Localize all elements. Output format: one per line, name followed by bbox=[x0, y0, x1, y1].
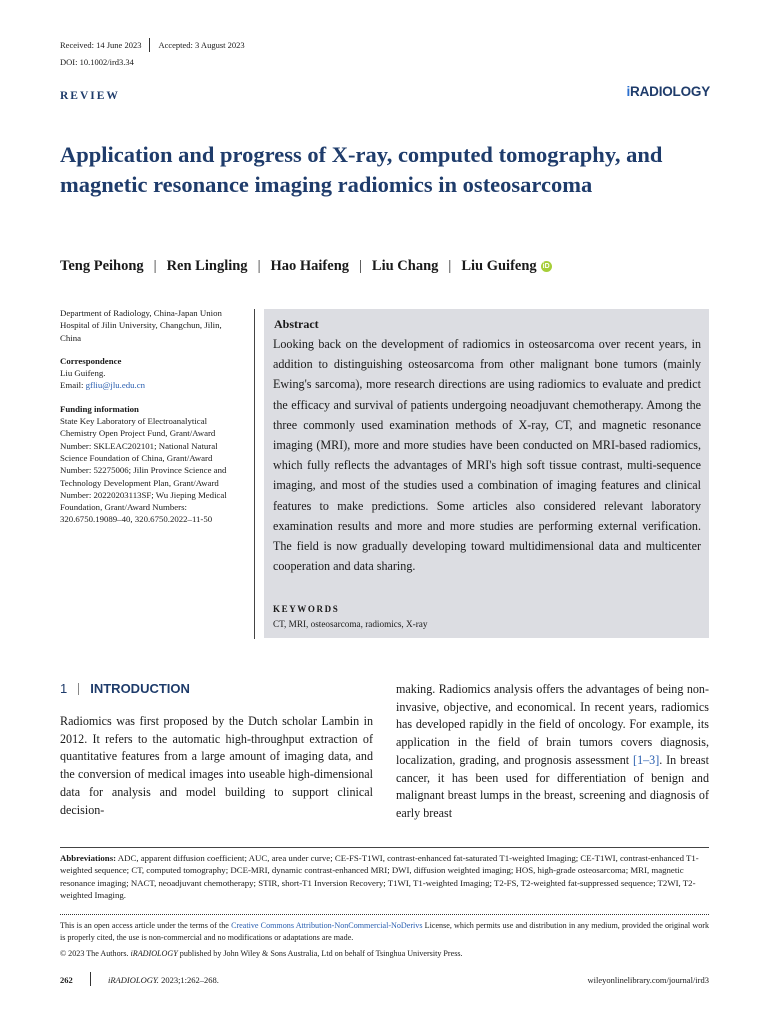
abbreviations-text: ADC, apparent diffusion coefficient; AUC, area under curve; CE-FS-T1WI, contrast-enhanced fat-saturated T1-weighted Imaging; CE-T1WI, contrast-enhanced T1-weighted sequence; CT, computed tomography; DCE-MRI, dynamic contrast-enhanced MRI; DWI, diffusion weighted imaging; HOS, high-grade osteosarcoma; MRI, magnetic resonance imaging; NACT, neoadjuvant chemotherapy; STIR, short-T1 Inversion Recovery; T1WI, T1-weighted Imaging; T2-FS, T2-weighted fat-suppressed sequence; T2WI, T2-weighted Imaging. bbox=[60, 853, 699, 900]
article-sidebar bbox=[60, 307, 242, 526]
copyright-prefix: © 2023 The Authors. bbox=[60, 949, 131, 958]
funding-heading: Funding information bbox=[60, 403, 139, 414]
accepted-date: Accepted: 3 August 2023 bbox=[158, 40, 245, 50]
section-divider bbox=[78, 683, 79, 695]
page-number: 262 bbox=[60, 975, 73, 985]
intro-paragraph-right bbox=[396, 681, 709, 823]
section-title: INTRODUCTION bbox=[90, 681, 190, 696]
orcid-icon[interactable]: iD bbox=[542, 263, 550, 270]
license-statement bbox=[60, 920, 709, 944]
correspondence-heading: Correspondence bbox=[60, 355, 122, 366]
journal-logo-i: i bbox=[626, 84, 631, 99]
email-label: Email: bbox=[60, 380, 84, 391]
author-separator: | bbox=[359, 258, 362, 274]
intro-text: making. Radiomics analysis offers the advantages of being non-invasive, objective, and economical. In recent years, radiomics has developed rapidly in the field of oncology. For example, its application in the field of brain tumors covers diagnosis, localization, grading, and prognosis assessment bbox=[396, 682, 709, 767]
abstract-heading: Abstract bbox=[274, 317, 319, 331]
correspondence-name: Liu Guifeng. bbox=[60, 368, 106, 379]
abbreviations bbox=[60, 852, 709, 901]
author-name[interactable]: Teng Peihong bbox=[60, 258, 144, 274]
author-name[interactable]: Liu Guifeng bbox=[461, 258, 537, 274]
section-number: 1 bbox=[60, 681, 68, 696]
keywords-text: CT, MRI, osteosarcoma, radiomics, X-ray bbox=[273, 619, 428, 629]
citation-link[interactable]: [1–3] bbox=[633, 752, 660, 767]
footer-volume: 2023;1:262–268. bbox=[158, 975, 219, 985]
intro-paragraph-left: Radiomics was first proposed by the Dutch scholar Lambin in 2012. It refers to the automatic high-throughput extraction of quantitative features from a large amount of imaging data, and the conversion of medical images into useable high-dimensional data for analysis and model building to support clinical decision- bbox=[60, 714, 373, 817]
footer-divider bbox=[90, 972, 91, 986]
author-name[interactable]: Liu Chang bbox=[371, 258, 439, 274]
received-date: Received: 14 June 2023 bbox=[60, 40, 142, 50]
author-separator: | bbox=[153, 258, 157, 274]
author-separator: | bbox=[257, 258, 261, 274]
author-list bbox=[60, 258, 552, 275]
abstract-text: Looking back on the development of radiomics in osteosarcoma over recent years, in addition to distinguishing osteosarcoma from other malignant bone tumors (mainly Ewing's sarcoma), more research directions are using radiomics to evaluate and predict the efficacy and survival of patients undergoing neoadjuvant chemotherapy. Among the three commonly used examination methods of X-ray, CT, and magnetic resonance imaging (MRI), more and more studies have been conducted on MRI-based radiomics, which fully reflects the advantages of MRI's high soft tissue contrast, multi-sequence imaging, and most of the studies used a combination of imaging features and clinical features to make predictions. Some articles also considered relevant laboratory examination results and more and more studies are performing external verification. The field is now gradually developing toward multidimensional data and multicenter cooperation and data sharing. bbox=[273, 337, 701, 574]
footer-journal: iRADIOLOGY. bbox=[108, 975, 159, 985]
footer-url[interactable]: wileyonlinelibrary.com/journal/ird3 bbox=[587, 975, 709, 985]
footnote-rule bbox=[60, 847, 709, 848]
email-link[interactable]: gfliu@jlu.edu.cn bbox=[85, 380, 146, 391]
doi[interactable]: DOI: 10.1002/ird3.34 bbox=[60, 57, 134, 67]
article-dates bbox=[60, 38, 245, 52]
author-name[interactable]: Hao Haifeng bbox=[270, 258, 350, 274]
affiliation: Department of Radiology, China-Japan Union Hospital of Jilin University, Changchun, Jilin, China bbox=[60, 308, 222, 343]
license-prefix: This is an open access article under the terms of the bbox=[60, 921, 232, 930]
intro-text: . In breast cancer, it has been used for differentiation of benign and malignant breast lumps in the breast, screening and diagnosis of early breast bbox=[396, 752, 709, 820]
journal-logo-text: RADIOLOGY bbox=[630, 84, 710, 99]
article-type: REVIEW bbox=[60, 90, 120, 102]
section-heading bbox=[60, 681, 190, 696]
date-divider bbox=[149, 38, 150, 52]
correspondence-email bbox=[60, 379, 242, 391]
license-link[interactable]: Creative Commons Attribution-NonCommercial-NoDerivs bbox=[231, 921, 423, 930]
abbreviations-label: Abbreviations: bbox=[60, 853, 117, 863]
column-divider bbox=[254, 309, 255, 639]
footer-citation bbox=[108, 975, 219, 985]
keywords-heading: KEYWORDS bbox=[273, 604, 340, 614]
copyright-suffix: published by John Wiley & Sons Australia, Ltd on behalf of Tsinghua University Press. bbox=[177, 949, 463, 958]
copyright-line bbox=[60, 949, 463, 958]
dotted-divider bbox=[60, 914, 709, 915]
abstract-box bbox=[264, 309, 709, 638]
copyright-journal: iRADIOLOGY bbox=[130, 949, 178, 958]
funding-text: State Key Laboratory of Electroanalytical Chemistry Open Project Fund, Grant/Award Number: SKLEAC202101; National Natural Science Foundation of China, Grant/Award Number: 52275006; Jilin Province Science and Technology Development Plan, Grant/Award Number: 20220203113SF; Wu Jieping Medical Foundation, Grant/Award Numbers: 320.6750.19089–40, 320.6750.2022–11-50 bbox=[60, 416, 227, 525]
article-title: Application and progress of X-ray, computed tomography, and magnetic resonance imaging radiomics in osteosarcoma bbox=[60, 142, 663, 197]
author-separator: | bbox=[448, 258, 452, 274]
journal-logo[interactable] bbox=[626, 84, 710, 99]
license-suffix: License, which permits use and distribution in any medium, provided the original work is properly cited, the use is non-commercial and no modifications or adaptations are made. bbox=[60, 921, 709, 942]
author-name[interactable]: Ren Lingling bbox=[166, 258, 248, 274]
